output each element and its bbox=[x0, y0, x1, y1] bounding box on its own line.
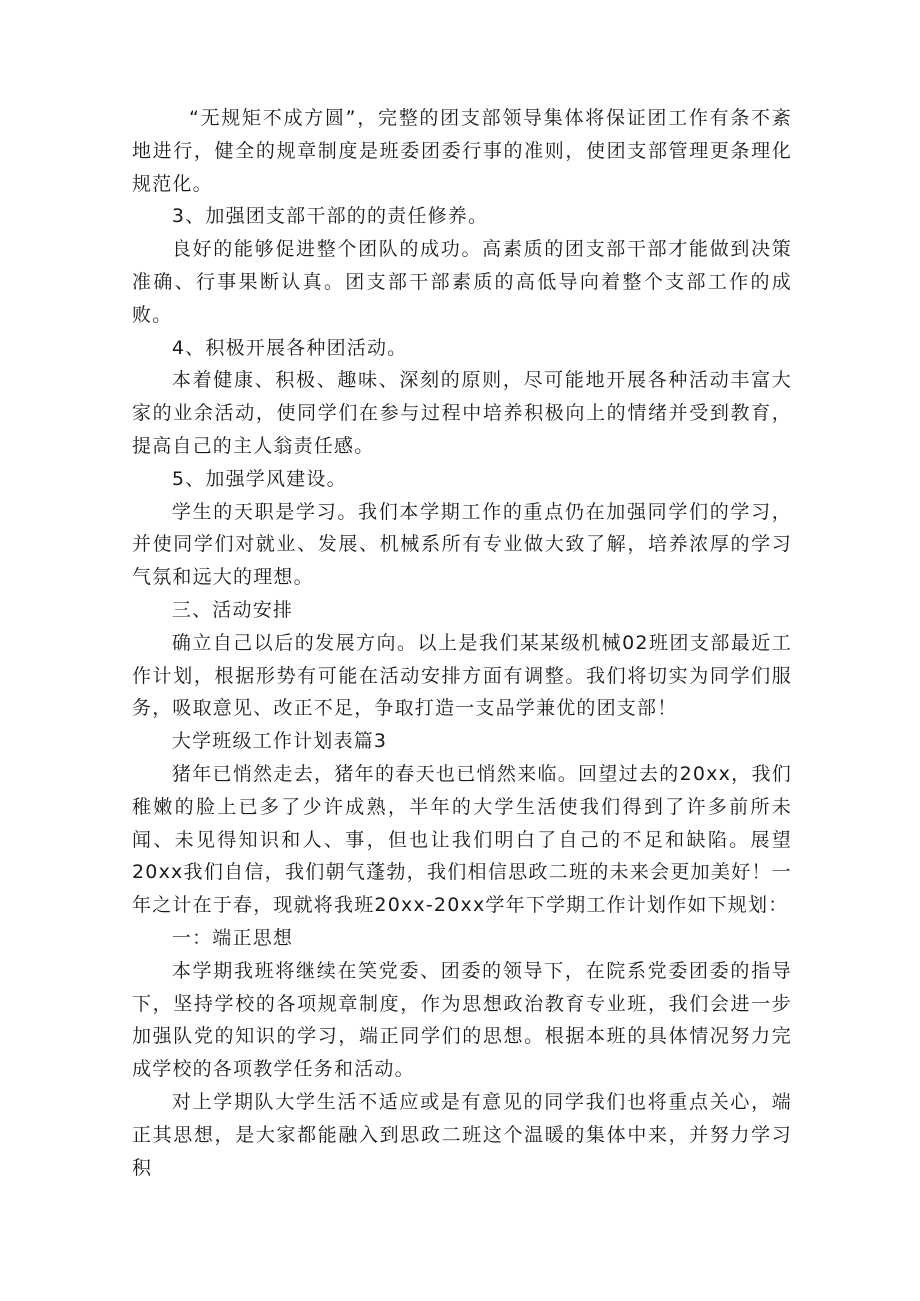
paragraph-activity-plan: 确立自己以后的发展方向。以上是我们某某级机械02班团支部最近工作计划，根据形势有可能在活动安排方面有调整。我们将切实为同学们服务，吸取意见、改正不足，争取打造一支品学兼优的团支部！ bbox=[132, 631, 792, 720]
heading-item-5: 5、加强学风建设。 bbox=[171, 467, 347, 490]
paragraph-new-year: 猪年已悄然走去，猪年的春天也已悄然来临。回望过去的20xx，我们稚嫩的脸上已多了少许成熟，半年的大学生活使我们得到了许多前所未闻、未见得知识和人、事，但也让我们明白了自己的不足和缺陷。展望20xx我们自信，我们朝气蓬勃，我们相信思政二班的未来会更加美好！一年之计在于春，现就将我班20xx-20xx学年下学期工作计划作如下规划： bbox=[132, 762, 792, 917]
heading-correct-thinking: 一：端正思想 bbox=[171, 926, 294, 949]
heading-item-4: 4、积极开展各种团活动。 bbox=[171, 336, 408, 359]
heading-section-3: 三、活动安排 bbox=[171, 598, 294, 621]
document-body bbox=[132, 102, 792, 1184]
paragraph-study-style: 学生的天职是学习。我们本学期工作的重点仍在加强同学们的学习，并使同学们对就业、发展、机械系所有专业做大致了解，培养浓厚的学习气氛和远大的理想。 bbox=[132, 500, 792, 589]
paragraph-cadre-quality: 良好的能够促进整个团队的成功。高素质的团支部干部才能做到决策准确、行事果断认真。团支部干部素质的高低导向着整个支部工作的成败。 bbox=[132, 238, 792, 326]
paragraph-care-students: 对上学期队大学生活不适应或是有意见的同学我们也将重点关心，端正其思想，是大家都能融入到思政二班这个温暖的集体中来，并努力学习积 bbox=[132, 1090, 792, 1179]
paragraph-activities: 本着健康、积极、趣味、深刻的原则，尽可能地开展各种活动丰富大家的业余活动，使同学们在参与过程中培养积极向上的情绪并受到教育，提高自己的主人翁责任感。 bbox=[132, 369, 792, 457]
paragraph-semester-plan: 本学期我班将继续在笑党委、团委的领导下，在院系党委团委的指导下，坚持学校的各项规章制度，作为思想政治教育专业班，我们会进一步加强队党的知识的学习，端正同学们的思想。根据本班的具体情况努力完成学校的各项教学任务和活动。 bbox=[132, 959, 792, 1081]
heading-item-3: 3、加强团支部干部的的责任修养。 bbox=[171, 205, 489, 228]
paragraph-rules: “无规矩不成方圆”，完整的团支部领导集体将保证团工作有条不紊地进行，健全的规章制度是班委团委行事的准则，使团支部管理更条理化规范化。 bbox=[132, 107, 792, 195]
heading-part-3: 大学班级工作计划表篇3 bbox=[171, 730, 388, 753]
